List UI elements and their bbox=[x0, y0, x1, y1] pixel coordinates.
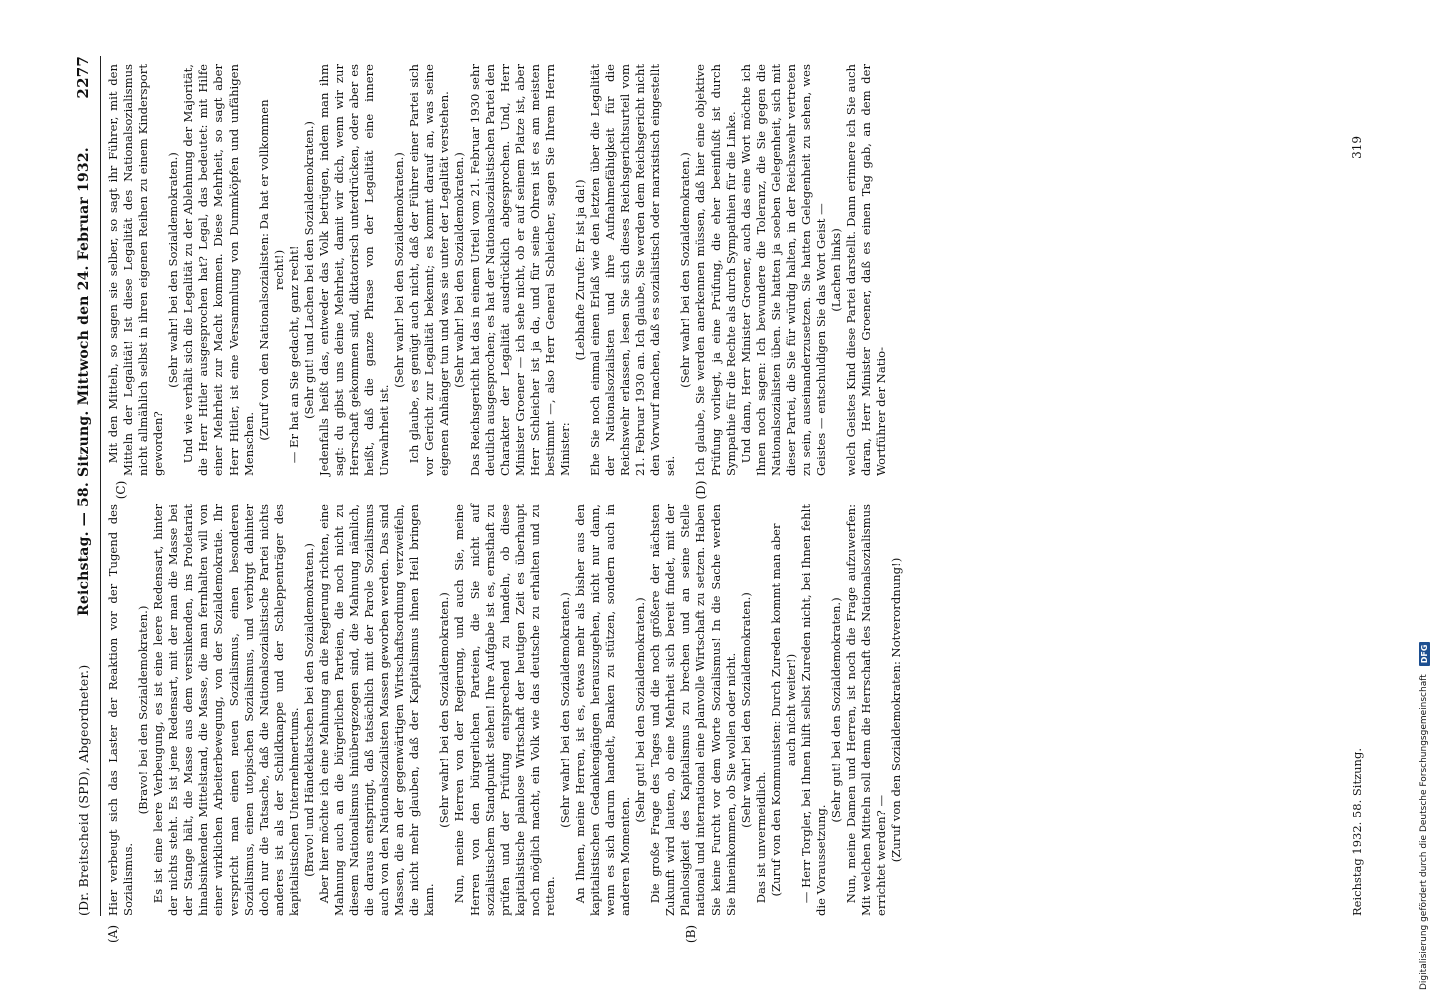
credit-text: Digitalisierung gefördert durch die Deutsche Forschungsgemeinschaft bbox=[1419, 674, 1429, 990]
paragraph: Aber hier möchte ich eine Mahnung an die Regierung richten, eine Mahnung auch an die bürgerlichen Parteien, die noch nicht zu diesem Nationalismus hinübergezogen sind, die Mahnung nämlich, die daraus entspringt, daß tatsächlich mit der Parole Sozialismus auch von den Nationalsozialisten Massen geworben werden. Das sind Massen, die an der gegenwärtigen Wirtschaftsordnung verzweifeln, die nicht mehr glauben, daß der Kapitalismus ihnen Heil bringen kann. bbox=[316, 504, 437, 916]
paragraph: Ich glaube, Sie werden anerkennen müssen, daß hier eine objektive Prüfung vorliegt, ja eine Prüfung, die eher beeinflußt ist durch Sympathie für die Rechte als durch Sympathien für die Linke. bbox=[693, 64, 738, 476]
paragraph: — Er hat an Sie gedacht, ganz recht! bbox=[286, 245, 301, 464]
signature-mark: 319 bbox=[1350, 136, 1364, 159]
margin-marker-c: (C) bbox=[114, 480, 128, 500]
paragraph: Und wie verhält sich die Legalität zu der Ablehnung der Majorität, die Herr Hitler ausgesprochen hat? Legal, das bedeutet: mit Hilfe einer Mehrheit zur Macht kommen. Diese Mehrheit, so sagt aber Herr Hitler, ist eine Versammlung von Dummköpfen und unfähigen Menschen. bbox=[181, 64, 256, 476]
paragraph: Die große Frage des Tages und die noch größere der nächsten Zukunft wird lauten, ob eine Mehrheit sich bereit findet, mit der Planlosigkeit des Kapitalismus zu brechen und an seine Stelle national und international eine planvolle Wirtschaft zu setzen. Haben Sie keine Furcht vor dem Worte Sozialismus! In die Sache werden Sie hineinkommen, ob Sie wollen oder nicht. bbox=[648, 504, 738, 916]
rotated-page bbox=[74, 56, 1364, 944]
margin-marker-b: (B) bbox=[684, 924, 698, 944]
paragraph: Mit den Mitteln, so sagen sie selber, so sagt ihr Führer, mit den Mitteln der Legalität! Ist diese Legalität des Nationalsozialismus nicht allmählich selbst in ihren eigenen Reihen zu einem Kindersport geworden? bbox=[106, 64, 166, 476]
paragraph: Ich glaube, es genügt auch nicht, daß der Führer einer Partei sich vor Gericht zur Legalität bekennt; es kommt darauf an, was seine eigenen Anhänger tun und was sie unter der Legalität verstehen. bbox=[407, 64, 452, 476]
interjection: (Zuruf von den Nationalsozialisten: Da hat er vollkommen recht!) bbox=[256, 99, 286, 441]
margin-marker-a: (A) bbox=[106, 924, 120, 944]
dfg-logo: DFG bbox=[1419, 642, 1430, 667]
paragraph: Nun, meine Damen und Herren, ist noch die Frage aufzuwerfen: Mit welchen Mitteln soll denn die Herrschaft des Nationalsozialismus errichtet werden? — bbox=[844, 504, 889, 916]
running-title: Reichstag. — 58. Sitzung. Mittwoch den 24. Februar 1932. bbox=[76, 147, 92, 616]
interjection: (Sehr gut! bei den Sozialdemokraten.) bbox=[829, 597, 843, 823]
paragraph: Nun, meine Herren von der Regierung, und auch Sie, meine Herren von den bürgerlichen Parteien, die Sie nicht auf sozialistischem Standpunkt stehen! Ihre Aufgabe ist es, ernsthaft zu prüfen und der Prüfung entsprechend zu handeln, ob diese kapitalistische planlose Wirtschaft der heutigen Zeit es überhaupt noch möglich macht, ein Volk wie das deutsche zu erhalten und zu retten. bbox=[452, 504, 557, 916]
interjection: (Sehr wahr! bei den Sozialdemokraten.) bbox=[166, 152, 181, 388]
interjection: (Zuruf von den Sozialdemokraten: Notverordnung!) bbox=[889, 557, 904, 863]
interjection: (Sehr wahr! bei den Sozialdemokraten.) bbox=[392, 152, 407, 388]
header-rule bbox=[100, 56, 101, 916]
running-header bbox=[74, 56, 100, 916]
interjection: (Sehr gut! bei den Sozialdemokraten.) bbox=[633, 597, 648, 823]
left-column bbox=[106, 504, 904, 916]
margin-marker-d: (D) bbox=[694, 480, 708, 500]
interjection: (Sehr wahr! bei den Sozialdemokraten.) bbox=[557, 592, 572, 828]
paragraph: Hier verbeugt sich das Laster der Reaktion vor der Tugend des Sozialismus. bbox=[106, 504, 136, 916]
interjection: (Zuruf von den Kommunisten: Durch Zureden kommt man aber auch nicht weiter!) bbox=[768, 523, 798, 897]
page-footer: Reichstag 1932. 58. Sitzung. bbox=[1350, 748, 1364, 916]
speaker-prefix: (Dr. Breitscheid (SPD), Abgeordneter.) bbox=[76, 664, 91, 916]
paragraph: Es ist eine leere Verbeugung, es ist eine leere Redensart, hinter der nichts steht. Es ist jene Redensart, mit der man die Masse bei der Stange hält, die Masse aus dem versinkenden, ins Proletariat hinabsinkenden Mittelstand, die Masse, die man fernhalten will von einer wirklichen Arbeiterbewegung, von der Sozialdemokratie. Ihr verspricht man einen neuen Sozialismus, einen besonderen Sozialismus, einen utopischen Sozialismus, und verbirgt dahinter doch nur die Tatsache, daß die Nationalsozialistische Partei nichts anderes ist als der Schildknappe und der Schleppenträger des kapitalistischen Unternehmertums. bbox=[151, 504, 301, 916]
paragraph: Jedenfalls heißt das, entweder das Volk betrügen, indem man ihm sagt: du gibst uns deine Mehrheit, damit wir dich, wenn wir zur Herrschaft gekommen sind, diktatorisch unterdrücken, oder aber es heißt, daß die ganze Phrase von der Legalität eine innere Unwahrheit ist. bbox=[316, 64, 392, 476]
paragraph: Ehe Sie noch einmal einen Erlaß wie den letzten über die Legalität der Nationalsozialisten und ihre Aufnahmefähigkeit für die Reichswehr erlassen, lesen Sie sich dieses Reichsgerichtsurteil vom 21. Februar 1930 an. Ich glaube, Sie werden dem Reichsgericht nicht den Vorwurf machen, daß es sozialistisch oder marxistisch eingestellt sei. bbox=[588, 64, 678, 476]
interjection: (Bravo! und Händeklatschen bei den Sozialdemokraten.) bbox=[301, 543, 316, 877]
interjection: (Sehr wahr! bei den Sozialdemokraten.) bbox=[678, 152, 693, 388]
interjection: (Lachen links) bbox=[829, 228, 843, 312]
paragraph: Und dann, Herr Minister Groener, auch das eine Wort möchte ich Ihnen noch sagen: Ich bewundere die Toleranz, die Sie gegen die Nationalsozialisten üben. Sie hatten ja soeben Gelegenheit, sich mit dieser Partei, die Sie für würdig halten, in der Reichswehr vertreten zu sein, auseinanderzusetzen. Sie hatten Gelegenheit zu sehen, wes Geistes — entschuldigen Sie das Wort Geist — bbox=[738, 64, 828, 476]
interjection: (Sehr wahr! bei den Sozialdemokraten.) bbox=[738, 592, 753, 828]
paragraph: welch Geistes Kind diese Partei darstellt. Dann erinnere ich Sie auch daran, Herr Minister Groener, daß es einen Tag gab, an dem der Wortführer der Natio- bbox=[844, 64, 889, 476]
interjection: (Sehr wahr! bei den Sozialdemokraten.) bbox=[452, 152, 467, 388]
interjection: (Bravo! bei den Sozialdemokraten.) bbox=[136, 605, 151, 815]
paragraph: Das Reichsgericht hat das in einem Urteil vom 21. Februar 1930 sehr deutlich ausgesprochen; es hat der Nationalsozialistischen Partei den Charakter der Legalität ausdrücklich abgesprochen. Und, Herr Minister Groener — ich sehe nicht, ob er auf seinem Platze ist, aber Herr Schleicher ist ja da, und für seine Ohren ist es am meisten bestimmt —, also Herr General Schleicher, sagen Sie Ihrem Herrn Minister: bbox=[467, 64, 572, 476]
page-number: 2277 bbox=[74, 56, 92, 99]
paragraph: Das ist unvermeidlich. bbox=[753, 771, 768, 904]
paragraph: An Ihnen, meine Herren, ist es, etwas mehr als bisher aus den kapitalistischen Gedankengängen herauszugehen, nicht nur dann, wenn es sich darum handelt, Banken zu stützen, sondern auch in anderen Momenten. bbox=[572, 504, 633, 916]
right-column bbox=[106, 64, 889, 476]
paragraph: — Herr Torgler, bei Ihnen hilft selbst Zureden nicht, bei Ihnen fehlt die Voraussetzung. bbox=[798, 504, 828, 916]
interjection: (Sehr gut! und Lachen bei den Sozialdemokraten.) bbox=[301, 121, 316, 419]
interjection: (Sehr wahr! bei den Sozialdemokraten.) bbox=[437, 592, 452, 828]
digitization-credit bbox=[1414, 0, 1434, 990]
interjection: (Lebhafte Zurufe: Er ist ja da!) bbox=[572, 179, 587, 361]
